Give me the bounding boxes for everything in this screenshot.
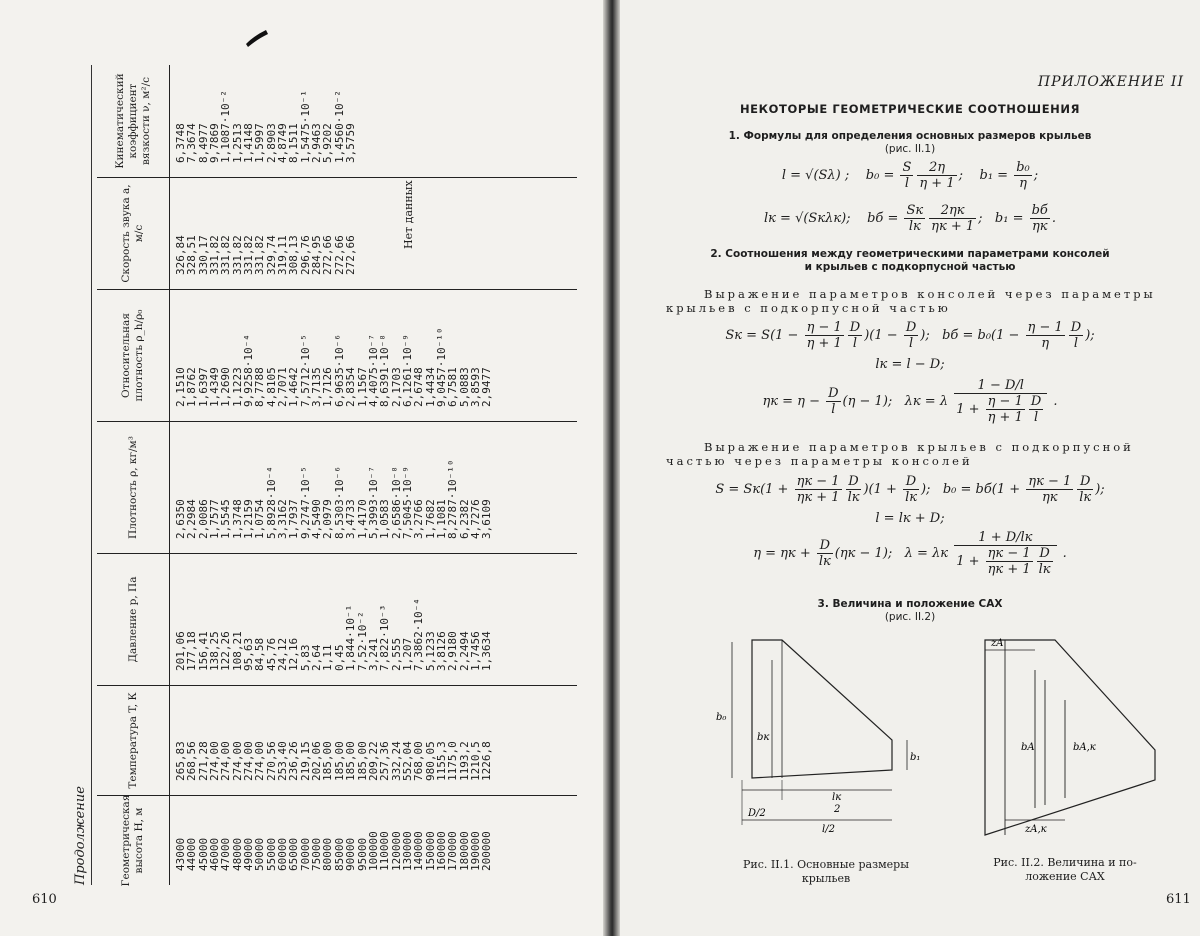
label-b1: b₁ (910, 752, 921, 763)
table-cell: 45000 (196, 837, 210, 871)
table-cell: 2,0086 (196, 499, 210, 539)
table-cell: 130000 (400, 831, 414, 871)
table-cell: 5,3993·10⁻⁷ (366, 466, 380, 539)
table-cell: 5,9202 (321, 123, 335, 163)
table-cell: 4,5490 (310, 499, 324, 539)
table-cell: 980,05 (423, 741, 437, 781)
page-number-right: 611 (1166, 892, 1191, 907)
table-cell: 4,8105 (264, 367, 278, 407)
table-cell: 270,56 (264, 741, 278, 781)
label-bk: bк (757, 732, 770, 743)
formula-row-6: S = Sк(1 + $\frac{\eta к - 1}{\eta к + 1}$ $\frac{D}{lк}$ )(1 + $\frac{D}{lк}$ ); b₀ = bб(1 + $\frac{\eta к - 1}{\eta к}$ $\frac{D}{lк}$ ); (715, 474, 1105, 505)
figure-wing-dimensions (712, 630, 942, 850)
table-cell: 48000 (230, 837, 244, 871)
table-cell: 1,1087·10⁻² (219, 90, 233, 163)
table-cell: 8,7788 (253, 367, 267, 407)
table-cell: 8,2787·10⁻¹⁰ (446, 459, 460, 539)
table-cell: 272,66 (332, 235, 346, 275)
table-cell: 2,0979 (321, 499, 335, 539)
formula-row-2: lк = √(Sкλк); bб = $\frac{Sк}{lк}$ $\frac{2\eta к}{\eta к + 1}$ ; b₁ = $\frac{bб}{\eta к}$ . (763, 203, 1057, 234)
section1-ref: (рис. II.1) (884, 143, 936, 155)
column-body (175, 554, 493, 685)
table-cell: 9,0457·10⁻¹⁰ (434, 327, 448, 407)
table-cell: 274,00 (219, 741, 233, 781)
table-cell: 7,52·10⁻² (355, 611, 369, 671)
table-cell: 185,00 (321, 741, 335, 781)
table-cell: 190000 (468, 831, 482, 871)
table-cell: 2,1510 (174, 367, 187, 407)
table-cell: 1,6397 (196, 367, 210, 407)
table-cell: 1,0754 (253, 499, 267, 539)
formula-row-5: ηк = η − $\frac{D}{l}$ (η − 1); λк = λ 1 − D/l 1 + $\frac{\eta - 1}{\eta + 1}$ $\frac{D}{l}$ . (762, 378, 1058, 425)
table-cell: 2,64 (310, 644, 324, 671)
table-cell: 3,8126 (434, 631, 448, 671)
formula-row-7: l = lк + D; (875, 511, 945, 526)
book-gutter (603, 0, 620, 936)
section3-ref: (рис. II.2) (884, 611, 936, 623)
table-cell: 185,00 (355, 741, 369, 781)
table-cell: 272,66 (344, 235, 358, 275)
formula-row-4: lк = l − D; (875, 357, 945, 372)
table-cell: 1,2513 (230, 123, 244, 163)
table-cell: 6,1261·10⁻⁹ (400, 334, 414, 407)
column-header: Плотность ρ, кг/м³ (97, 422, 170, 553)
table-cell: 1,3634 (480, 631, 494, 671)
table-column (97, 289, 577, 421)
table-cell: 5,8928·10⁻⁴ (264, 466, 278, 539)
continuation-label: Продолжение (73, 786, 88, 885)
paragraph2-line2: частью через параметры консолей (666, 454, 973, 468)
table-cell: 552,04 (400, 741, 414, 781)
table-cell: 95,63 (242, 637, 256, 671)
column-header: Относительная плотность ρ_h/ρ₀ (97, 290, 170, 421)
table-cell: 9,7869 (208, 123, 222, 163)
table-cell: 185,00 (344, 741, 358, 781)
table-cell: 319,11 (276, 235, 290, 275)
table-cell: 122,26 (219, 631, 233, 671)
table-cell: 177,18 (185, 631, 199, 671)
table-cell: 2,8354 (344, 367, 358, 407)
table-cell: 80000 (321, 837, 335, 871)
atmosphere-table (97, 65, 555, 885)
table-cell: 3,5759 (344, 123, 358, 163)
table-cell: 156,41 (196, 631, 210, 671)
table-cell: 209,22 (366, 741, 380, 781)
table-cell: 2,2494 (457, 631, 471, 671)
table-cell: 90000 (344, 837, 358, 871)
table-cell: 1193,2 (457, 741, 471, 781)
table-cell: 8,4977 (196, 123, 210, 163)
section1-title: 1. Формулы для определения основных размеров крыльев (728, 130, 1092, 142)
table-cell: 1,7126 (321, 367, 335, 407)
table-cell: 5,1233 (423, 631, 437, 671)
table-cell: 308,13 (287, 235, 301, 275)
table-cell: 1,2690 (219, 367, 233, 407)
table-cell: 1,4642 (287, 367, 301, 407)
table-cell: 2,1703 (389, 367, 403, 407)
table-cell: 330,17 (196, 235, 210, 275)
table-cell: 332,24 (389, 741, 403, 781)
table-cell: 201,06 (174, 631, 187, 671)
table-cell: 1210,5 (468, 741, 482, 781)
table-cell: 1,4148 (242, 123, 256, 163)
section3-title: 3. Величина и положение САХ (817, 598, 1003, 610)
table-cell: 274,00 (242, 741, 256, 781)
table-cell: 6,2382 (457, 499, 471, 539)
table-cell: 1,4170 (355, 499, 369, 539)
table-cell: 1,7682 (423, 499, 437, 539)
table-cell: 328,51 (185, 235, 199, 275)
column-body (175, 422, 493, 553)
caption-fig1-line1: Рис. II.1. Основные размеры (743, 858, 909, 871)
table-cell: 4,8749 (276, 123, 290, 163)
table-cell: 1,11 (321, 644, 335, 671)
table-cell: 185,00 (332, 741, 346, 781)
table-column (97, 177, 577, 289)
table-cell: 8,6391·10⁻⁸ (378, 334, 392, 407)
column-header: Давление p, Па (97, 554, 170, 685)
formula-row-8: η = ηк + $\frac{D}{lк}$ (ηк − 1); λ = λк 1 + D/lк 1 + $\frac{\eta к - 1}{\eta к + 1}$ $\frac{D}{lк}$ . (753, 530, 1067, 577)
table-cell: 84,58 (253, 637, 267, 671)
section2-title-line1: 2. Соотношения между геометрическими параметрами консолей (710, 248, 1110, 260)
table-cell: 3,8593 (468, 367, 482, 407)
table-cell: 1175,0 (446, 741, 460, 781)
table-cell: 50000 (253, 837, 267, 871)
paragraph1-line1: Выражение параметров консолей через параметры (704, 287, 1156, 301)
table-cell: 43000 (174, 837, 187, 871)
table-cell: 1,3748 (230, 499, 244, 539)
table-cell: 46000 (208, 837, 222, 871)
table-cell: 55000 (264, 837, 278, 871)
table-cell: 1,1567 (355, 367, 369, 407)
paragraph1-line2: крыльев с подкорпусной частью (666, 301, 951, 315)
table-cell: 7,822·10⁻³ (378, 604, 392, 671)
table-cell: 1,5545 (219, 499, 233, 539)
label-lk-denominator: 2 (834, 804, 841, 815)
caption-fig2-line1: Рис. II.2. Величина и по- (993, 856, 1137, 869)
caption-fig1-line2: крыльев (801, 872, 851, 885)
table-cell: 3,4733 (344, 499, 358, 539)
table-cell: 7,3862·10⁻⁴ (412, 598, 426, 671)
table-cell: 8,5303·10⁻⁶ (332, 466, 346, 539)
table-cell: 100000 (366, 831, 380, 871)
table-cell: 326,84 (174, 235, 187, 275)
table-cell: 180000 (457, 831, 471, 871)
figure-mac-position (965, 630, 1180, 850)
caption-fig2-line2: ложение САХ (1025, 870, 1105, 883)
table-cell: 1,4434 (423, 367, 437, 407)
table-cell: 12,16 (287, 637, 301, 671)
table-cell: 24,12 (276, 637, 290, 671)
table-cell: 1,4349 (208, 367, 222, 407)
table-cell: 202,06 (310, 741, 324, 781)
column-header: Кинематический коэффициент вязкости ν, м²/с (97, 65, 170, 177)
table-cell: 140000 (412, 831, 426, 871)
table-cell: 274,00 (208, 741, 222, 781)
table-cell: 65000 (287, 837, 301, 871)
label-zAk: zA,к (1025, 824, 1047, 835)
column-body (175, 65, 357, 177)
table-cell: 110000 (378, 831, 392, 871)
column-body (175, 178, 357, 289)
no-data-label: Нет данных (402, 180, 415, 249)
table-cell: 1,7577 (208, 499, 222, 539)
table-cell: 331,82 (208, 235, 222, 275)
table-cell: 200000 (480, 831, 494, 871)
page-number-left: 610 (32, 892, 57, 907)
table-cell: 170000 (446, 831, 460, 871)
table-cell: 160000 (434, 831, 448, 871)
table-cell: 1,8762 (185, 367, 199, 407)
table-cell: 3,241 (366, 637, 380, 671)
table-cell: 272,66 (321, 235, 335, 275)
table-cell: 6,9635·10⁻⁶ (332, 334, 346, 407)
table-cell: 274,00 (230, 741, 244, 781)
table-cell: 5,0883 (457, 367, 471, 407)
table-cell: 49000 (242, 837, 256, 871)
ink-mark (244, 28, 270, 48)
table-column (97, 553, 577, 685)
label-D2: D/2 (748, 808, 766, 819)
table-cell: 2,555 (389, 637, 403, 671)
table-cell: 3,6109 (480, 499, 494, 539)
table-cell: 331,82 (242, 235, 256, 275)
table-cell: 257,36 (378, 741, 392, 781)
table-cell: 9,2747·10⁻⁵ (298, 466, 312, 539)
label-bA: bA (1021, 742, 1035, 753)
table-cell: 1,5475·10⁻¹ (298, 90, 312, 163)
section2-title-line2: и крыльев с подкорпусной частью (804, 261, 1016, 273)
table-cell: 274,00 (253, 741, 267, 781)
right-page (620, 0, 1200, 936)
table-cell: 6,7581 (446, 367, 460, 407)
table-cell: 9,9258·10⁻⁴ (242, 334, 256, 407)
table-cell: 2,6586·10⁻⁸ (389, 466, 403, 539)
table-cell: 5,83 (298, 644, 312, 671)
table-cell: 331,82 (230, 235, 244, 275)
table-cell: 7,3674 (185, 123, 199, 163)
column-header: Температура T, К (97, 686, 170, 795)
table-cell: 1,207 (400, 637, 414, 671)
label-b0: b₀ (716, 712, 727, 723)
table-cell: 271,28 (196, 741, 210, 781)
table-cell: 1,0583 (378, 499, 392, 539)
table-top-rule (91, 65, 92, 885)
table-cell: 120000 (389, 831, 403, 871)
table-cell: 1,2159 (242, 499, 256, 539)
table-cell: 8,1511 (287, 123, 301, 163)
column-header: Скорость звука a, м/с (97, 178, 170, 289)
table-cell: 7,5045·10⁻⁹ (400, 466, 414, 539)
table-cell: 108,21 (230, 631, 244, 671)
table-cell: 2,6350 (174, 499, 187, 539)
table-cell: 3,3162 (276, 499, 290, 539)
table-column (97, 65, 577, 177)
table-column (97, 421, 577, 553)
label-lk: lк (832, 792, 842, 803)
table-cell: 768,00 (412, 741, 426, 781)
formula-row-1: l = √(Sλ) ; b₀ = $\frac{S}{l}$ $\frac{2\eta}{\eta + 1}$ ; b₁ = $\frac{\text{b₀}}{\eta}$ ; (781, 160, 1039, 191)
formula-row-3: Sк = S(1 − $\frac{\eta - 1}{\eta + 1}$ $\frac{D}{l}$ )(1 − $\frac{D}{l}$ ); bб = b₀(1 − $\frac{\eta - 1}{\eta}$ $\frac{D}{l}$ ); (725, 320, 1095, 351)
page-title: НЕКОТОРЫЕ ГЕОМЕТРИЧЕСКИЕ СООТНОШЕНИЯ (739, 102, 1081, 116)
column-body (175, 686, 493, 795)
table-cell: 3,2766 (412, 499, 426, 539)
label-zA: zA (991, 638, 1004, 649)
table-cell: 2,7071 (276, 367, 290, 407)
table-cell: 44000 (185, 837, 199, 871)
paragraph2-line1: Выражение параметров крыльев с подкорпусной (704, 440, 1134, 454)
table-cell: 6,3748 (174, 123, 187, 163)
table-cell: 1155,3 (434, 741, 448, 781)
table-cell: 2,9477 (480, 367, 494, 407)
table-cell: 0,45 (332, 644, 346, 671)
column-header: Геометрическая высота H, м (97, 796, 170, 885)
table-cell: 236,26 (287, 741, 301, 781)
table-column (97, 795, 577, 885)
table-cell: 2,6748 (412, 367, 426, 407)
table-cell: 1,4560·10⁻² (332, 90, 346, 163)
table-cell: 3,7135 (310, 367, 324, 407)
table-cell: 1226,8 (480, 741, 494, 781)
table-column (97, 685, 577, 795)
table-cell: 60000 (276, 837, 290, 871)
appendix-label: ПРИЛОЖЕНИЕ II (1037, 74, 1184, 90)
table-cell: 265,83 (174, 741, 187, 781)
table-cell: 1,7456 (468, 631, 482, 671)
table-cell: 150000 (423, 831, 437, 871)
column-body (175, 796, 493, 885)
table-cell: 1,1223 (230, 367, 244, 407)
table-cell: 47000 (219, 837, 233, 871)
table-cell: 329,74 (264, 235, 278, 275)
table-cell: 1,7937 (287, 499, 301, 539)
table-cell: 75000 (310, 837, 324, 871)
table-cell: 2,8903 (264, 123, 278, 163)
table-cell: 1,5997 (253, 123, 267, 163)
table-cell: 1,1081 (434, 499, 448, 539)
table-cell: 138,25 (208, 631, 222, 671)
table-cell: 219,15 (298, 741, 312, 781)
rotated-table-container (75, 65, 555, 885)
table-cell: 85000 (332, 837, 346, 871)
table-cell: 284,95 (310, 235, 324, 275)
column-body (175, 290, 493, 421)
table-cell: 2,2984 (185, 499, 199, 539)
table-cell: 1,844·10⁻¹ (344, 604, 358, 671)
table-cell: 70000 (298, 837, 312, 871)
table-cell: 331,82 (253, 235, 267, 275)
label-bAk: bA,к (1073, 742, 1096, 753)
table-cell: 253,40 (276, 741, 290, 781)
label-l2: l/2 (822, 824, 835, 835)
table-cell: 268,56 (185, 741, 199, 781)
table-cell: 2,9463 (310, 123, 324, 163)
table-cell: 331,82 (219, 235, 233, 275)
table-cell: 296,76 (298, 235, 312, 275)
table-cell: 4,7276 (468, 499, 482, 539)
table-cell: 45,76 (264, 637, 278, 671)
table-cell: 7,5712·10⁻⁵ (298, 334, 312, 407)
table-cell: 2,9180 (446, 631, 460, 671)
table-cell: 4,4075·10⁻⁷ (366, 334, 380, 407)
table-cell: 95000 (355, 837, 369, 871)
